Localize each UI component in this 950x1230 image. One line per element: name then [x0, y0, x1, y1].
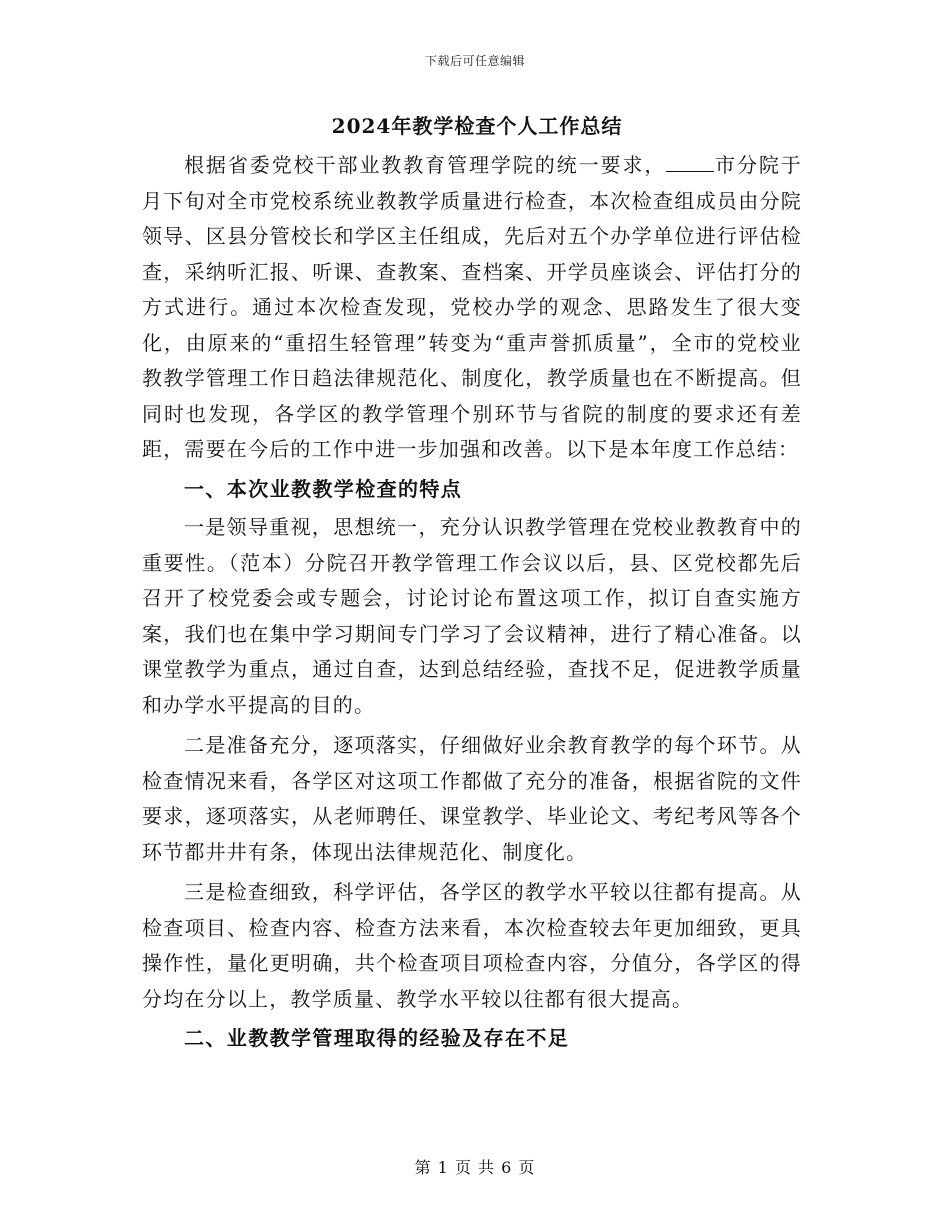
- section-heading-1: 一、本次业教教学检查的特点: [184, 476, 463, 501]
- document-body: [142, 108, 802, 1060]
- section1-paragraph-2: 二是准备充分，逐项落实，仔细做好业余教育教学的每个环节。从检查情况来看，各学区对这项工作都做了充分的准备，根据省院的文件要求，逐项落实，从老师聘任、课堂教学、毕业论文、考纪考风等各个环节都井井有条，体现出法律规范化、制度化。: [142, 733, 802, 864]
- document-title: 2024年教学检查个人工作总结: [331, 114, 623, 138]
- header-note: 下载后可任意编辑: [424, 54, 525, 68]
- section-heading-2: 二、业教教学管理取得的经验及存在不足: [184, 1026, 570, 1050]
- intro-paragraph: [142, 148, 802, 468]
- section1-paragraph-1: 一是领导重视，思想统一，充分认识教学管理在党校业教教育中的重要性。（范本）分院召开教学管理工作会议以后，县、区党校都先后召开了校党委会或专题会，讨论讨论布置这项工作，拟订自查实施方案，我们也在集中学习期间专门学习了会议精神，进行了精心准备。以课堂教学为重点，通过自查，达到总结经验，查找不足，促进教学质量和办学水平提高的目的。: [142, 515, 802, 717]
- page-number-footer: 第 1 页 共 6 页: [414, 1158, 536, 1177]
- intro-text-after-blank: 市分院于月下旬对全市党校系统业教教学质量进行检查，本次检查组成员由分院领导、区县分管校长和学区主任组成，先后对五个办学单位进行评估检查，采纳听汇报、听课、查教案、查档案、开学员座谈会、评估打分的方式进行。通过本次检查发现，党校办学的观念、思路发生了很大变化，由原来的“重招生轻管理”转变为“重声誉抓质量”，全市的党校业教教学管理工作日趋法律规范化、制度化，教学质量也在不断提高。但同时也发现，各学区的教学管理个别环节与省院的制度的要求还有差距，需要在今后的工作中进一步加强和改善。以下是本年度工作总结：: [142, 153, 802, 461]
- section1-paragraph-3: 三是检查细致，科学评估，各学区的教学水平较以往都有提高。从检查项目、检查内容、检查方法来看，本次检查较去年更加细致，更具操作性，量化更明确，共个检查项目项检查内容，分值分，各学区的得分均在分以上，教学质量、教学水平较以往都有很大提高。: [142, 880, 802, 1011]
- intro-text-before-blank: 根据省委党校干部业教教育管理学院的统一要求，: [184, 153, 667, 177]
- fill-in-blank: [666, 153, 714, 172]
